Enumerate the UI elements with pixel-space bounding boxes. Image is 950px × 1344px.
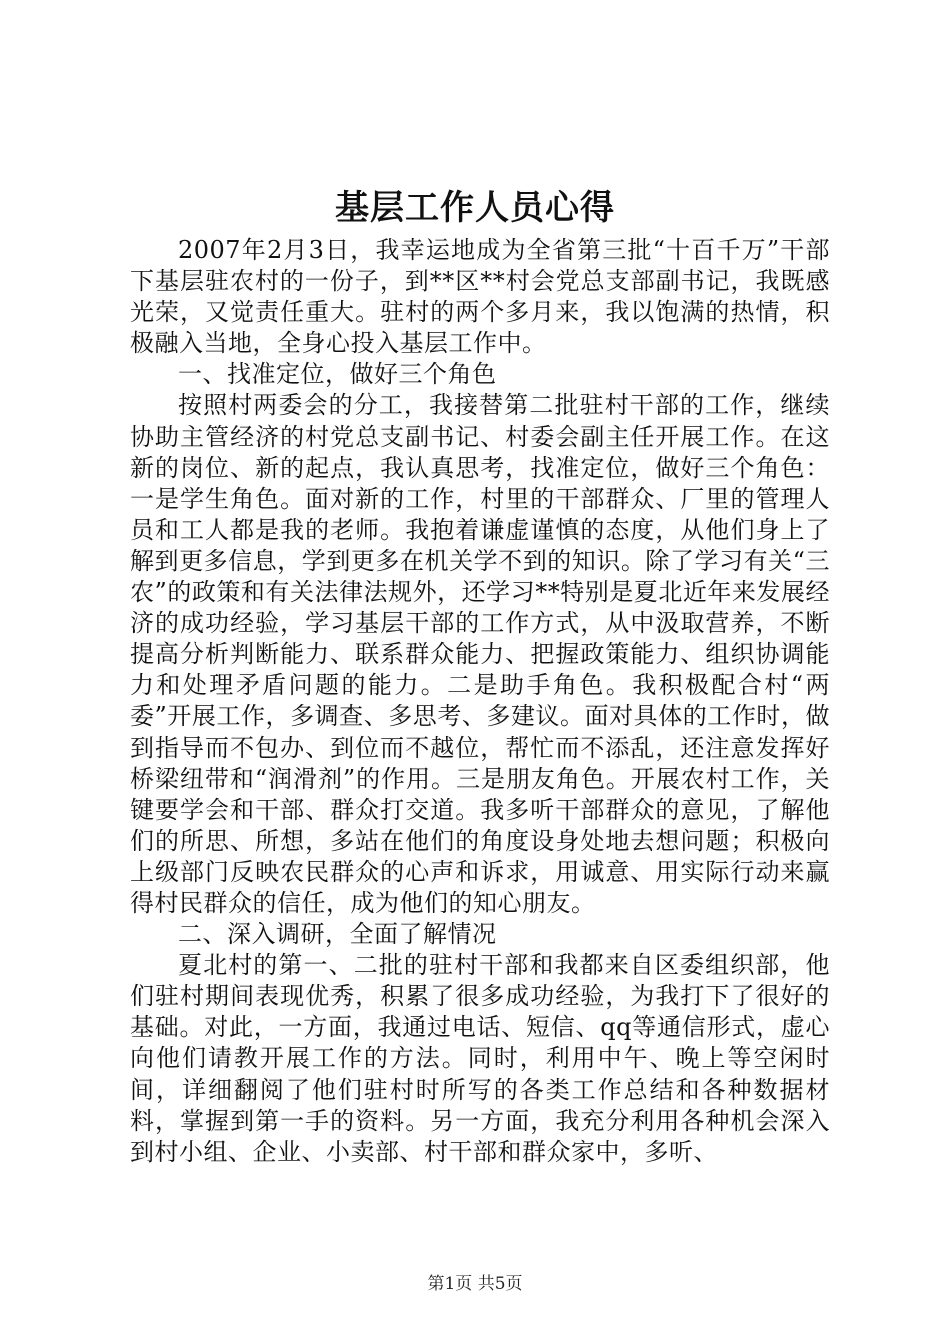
section-heading-2: 二、深入调研，全面了解情况 — [178, 920, 497, 949]
document-body — [130, 235, 830, 1168]
document-title: 基层工作人员心得 — [335, 188, 615, 228]
paragraph-roles: 按照村两委会的分工，我接替第二批驻村干部的工作，继续协助主管经济的村党总支副书记、村委会副主任开展工作。在这新的岗位、新的起点，我认真思考，找准定位，做好三个角色：一是学生角色。面对新的工作，村里的干部群众、厂里的管理人员和工人都是我的老师。我抱着谦虚谨慎的态度，从他们身上了解到更多信息，学到更多在机关学不到的知识。除了学习有关“三农”的政策和有关法律法规外，还学习**特别是夏北近年来发展经济的成功经验，学习基层干部的工作方式，从中汲取营养，不断提高分析判断能力、联系群众能力、把握政策能力、组织协调能力和处理矛盾问题的能力。二是助手角色。我积极配合村“两委”开展工作，多调查、多思考、多建议。面对具体的工作时，做到指导而不包办、到位而不越位，帮忙而不添乱，还注意发挥好桥梁纽带和“润滑剂”的作用。三是朋友角色。开展农村工作，关键要学会和干部、群众打交道。我多听干部群众的意见，了解他们的所思、所想，多站在他们的角度设身处地去想问题；积极向上级部门反映农民群众的心声和诉求，用诚意、用实际行动来赢得村民群众的信任，成为他们的知心朋友。 — [130, 391, 830, 917]
page-footer: 第1页 共5页 — [427, 1274, 523, 1294]
paragraph-intro: 2007年2月3日，我幸运地成为全省第三批“十百千万”干部下基层驻农村的一份子，到**区**村会党总支部副书记，我既感光荣，又觉责任重大。驻村的两个多月来，我以饱满的热情，积极融入当地，全身心投入基层工作中。 — [130, 236, 830, 358]
paragraph-research: 夏北村的第一、二批的驻村干部和我都来自区委组织部，他们驻村期间表现优秀，积累了很多成功经验，为我打下了很好的基础。对此，一方面，我通过电话、短信、qq等通信形式，虚心向他们请教开展工作的方法。同时，利用中午、晚上等空闲时间，详细翻阅了他们驻村时所写的各类工作总结和各种数据材料，掌握到第一手的资料。另一方面，我充分利用各种机会深入到村小组、企业、小卖部、村干部和群众家中，多听、 — [130, 951, 830, 1166]
section-heading-1: 一、找准定位，做好三个角色 — [178, 360, 497, 389]
